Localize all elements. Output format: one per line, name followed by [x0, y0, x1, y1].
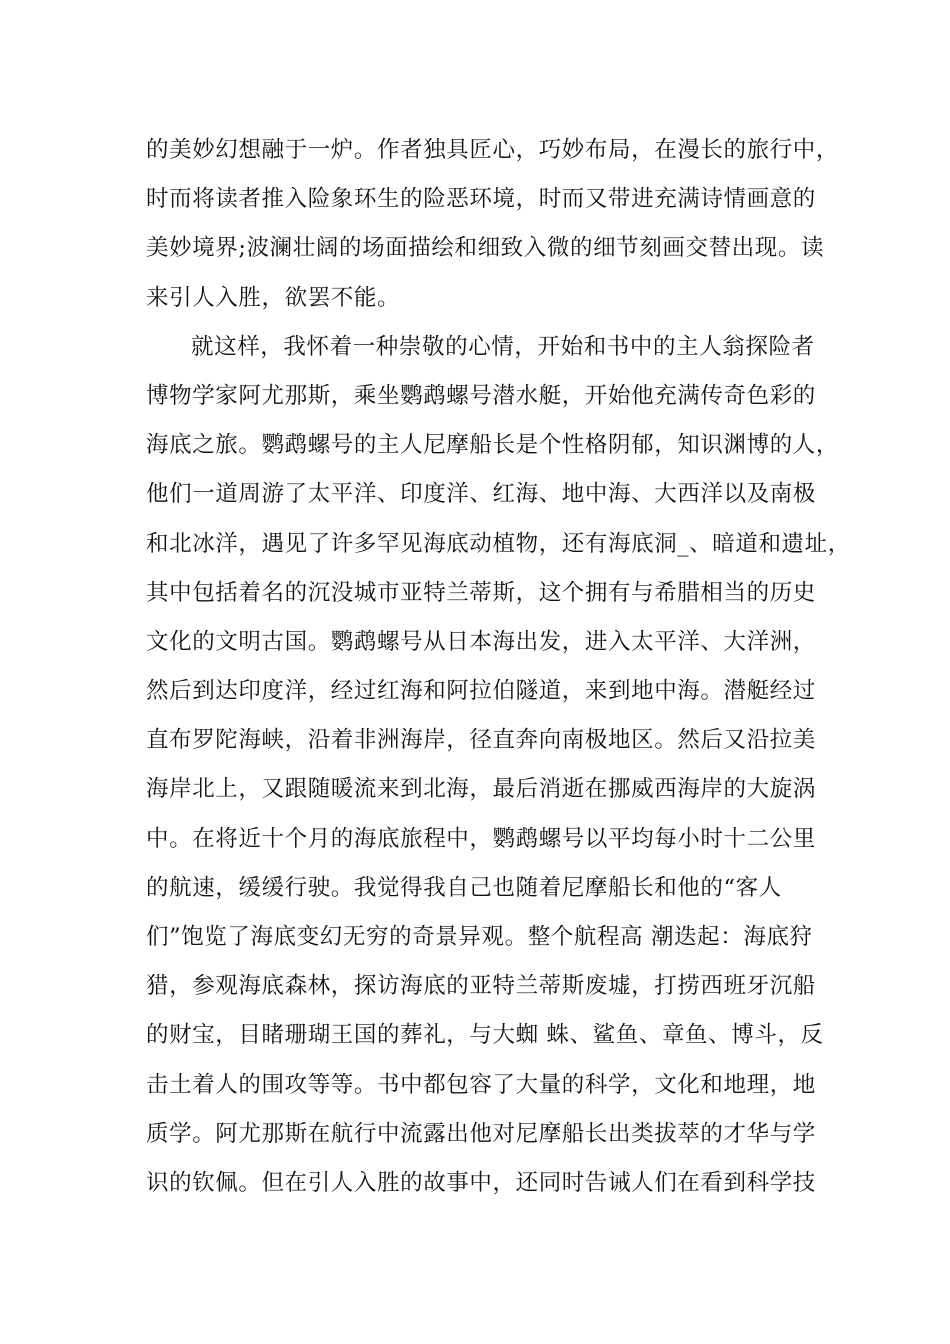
text-line-16: 的航速，缓缓行驶。我觉得我自己也随着尼摩船长和他的“客人: [146, 874, 782, 901]
text-line-5: 就这样，我怀着一种崇敬的心情，开始和书中的主人翁探险者: [191, 333, 815, 360]
text-line-9: 和北冰洋，遇见了许多罕见海底动植物，还有海底洞_、暗道和遗址，: [146, 530, 851, 557]
text-line-2: 时而将读者推入险象环生的险恶环境，时而又带进充满诗情画意的: [146, 186, 816, 213]
text-line-8: 他们一道周游了太平洋、印度洋、红海、地中海、大西洋以及南极: [146, 481, 816, 508]
text-line-22: 识的钦佩。但在引人入胜的故事中，还同时告诫人们在看到科学技: [146, 1169, 816, 1196]
text-line-4: 来引人入胜，欲罢不能。: [146, 284, 401, 311]
text-line-3: 美妙境界;波澜壮阔的场面描绘和细致入微的细节刻画交替出现。读: [146, 235, 825, 262]
text-line-21: 质学。阿尤那斯在航行中流露出他对尼摩船长出类拔萃的才华与学: [146, 1120, 816, 1147]
text-line-14: 海岸北上，又跟随暖流来到北海，最后消逝在挪威西海岸的大旋涡: [146, 776, 816, 803]
text-line-6: 博物学家阿尤那斯，乘坐鹦鹉螺号潜水艇，开始他充满传奇色彩的: [146, 382, 816, 409]
text-line-12: 然后到达印度洋，经过红海和阿拉伯隧道，来到地中海。潜艇经过: [146, 678, 816, 705]
body-text: [146, 126, 851, 1208]
text-line-13: 直布罗陀海峡，沿着非洲海岸，径直奔向南极地区。然后又沿拉美: [146, 727, 816, 754]
text-line-18: 猎，参观海底森林，探访海底的亚特兰蒂斯废墟，打捞西班牙沉船: [146, 973, 816, 1000]
text-line-17: 们”饱览了海底变幻无穷的奇景异观。整个航程高 潮迭起：海底狩: [146, 924, 813, 950]
text-line-15: 中。在将近十个月的海底旅程中，鹦鹉螺号以平均每小时十二公里: [146, 825, 816, 852]
text-line-7: 海底之旅。鹦鹉螺号的主人尼摩船长是个性格阴郁，知识渊博的人，: [146, 432, 840, 459]
text-line-19: 的财宝，目睹珊瑚王国的葬礼，与大蜘 蛛、鲨鱼、章鱼、博斗，反: [146, 1022, 824, 1049]
text-line-10: 其中包括着名的沉没城市亚特兰蒂斯，这个拥有与希腊相当的历史: [146, 579, 816, 606]
text-line-20: 击土着人的围攻等等。书中都包容了大量的科学，文化和地理，地: [146, 1071, 816, 1098]
text-line-1: 的美妙幻想融于一炉。作者独具匠心，巧妙布局，在漫长的旅行中，: [146, 137, 840, 163]
text-line-11: 文化的文明古国。鹦鹉螺号从日本海出发，进入太平洋、大洋洲，: [146, 628, 816, 655]
